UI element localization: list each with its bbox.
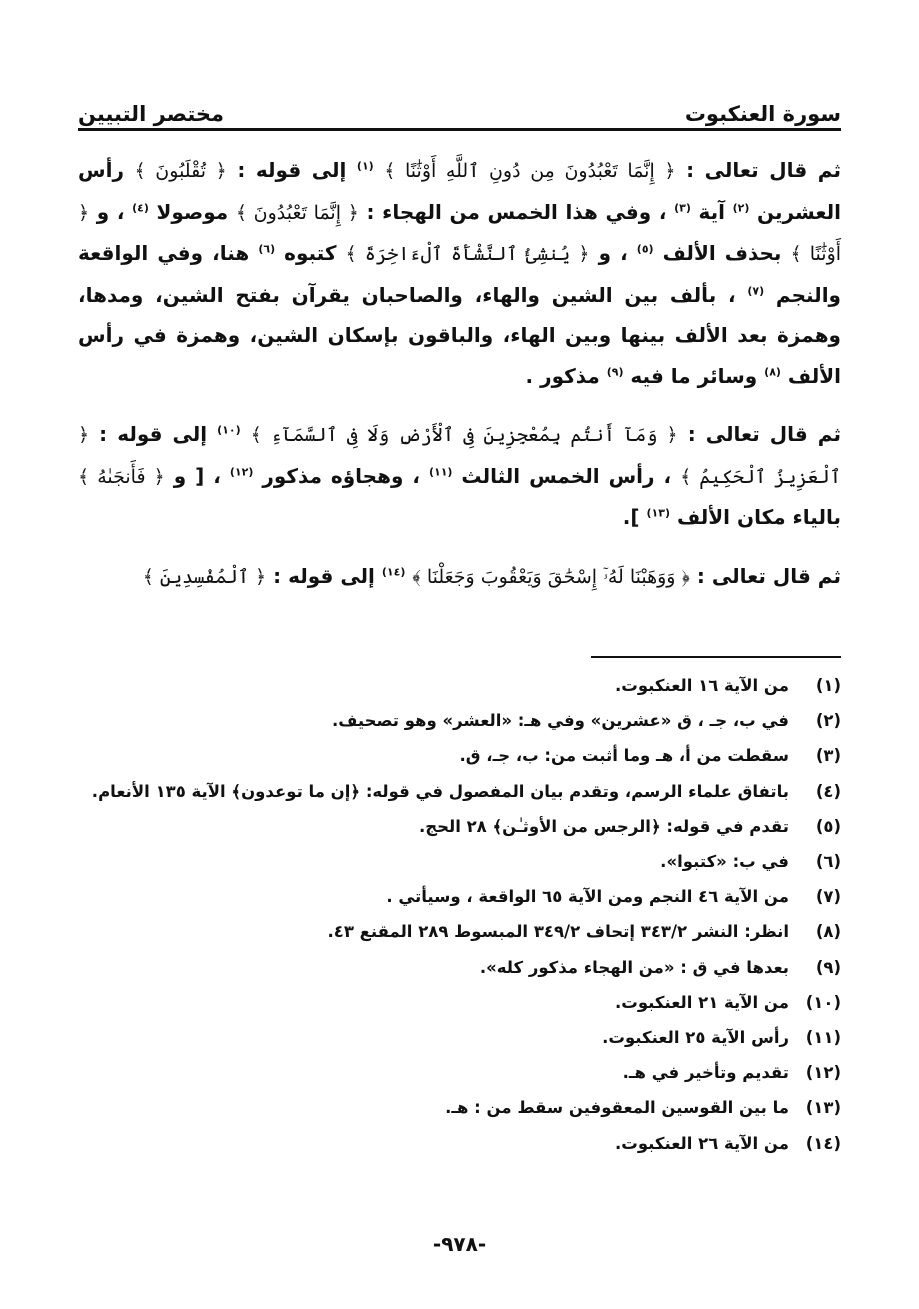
footnote-text: في ب: «كتبوا». bbox=[660, 852, 789, 872]
footnote-number: (٤) bbox=[815, 781, 841, 801]
text-run: آية bbox=[690, 199, 725, 224]
footnote-number: (٣) bbox=[815, 746, 841, 766]
footnote-number: (٢) bbox=[815, 711, 841, 731]
footnote-text: من الآية ٢١ العنكبوت. bbox=[614, 992, 789, 1012]
quran-verse: ﴿ إِنَّمَا تَعْبُدُونَ ﴾ bbox=[235, 201, 359, 224]
text-run: ، وفي هذا الخمس من الهجاء : bbox=[358, 199, 667, 224]
quran-verse: ﴿ وَمَآ أَنتُم بِمُعْجِزِينَ فِى ٱلْأَرْضِ وَلَا فِى ٱلسَّمَآءِ ﴾ bbox=[250, 424, 678, 446]
text-run: ثم قال تعالى : bbox=[689, 563, 841, 588]
footnotes bbox=[91, 668, 841, 1161]
quran-verse: ﴿ ٱلْمُفْسِدِينَ ﴾ bbox=[142, 565, 267, 588]
footnote-ref: (٦) bbox=[258, 242, 276, 256]
footnote bbox=[91, 774, 841, 809]
footnote-number: (١٠) bbox=[805, 992, 841, 1012]
footnote-ref: (١١) bbox=[428, 464, 453, 478]
footnote bbox=[150, 738, 841, 773]
text-run: رأس العشرين bbox=[78, 158, 842, 224]
text-run: إلى قوله : bbox=[226, 158, 347, 182]
footnote-number: (١١) bbox=[805, 1028, 841, 1048]
quran-verse: ﴿ فَأَنجَىٰهُ ﴾ bbox=[78, 465, 165, 488]
footnote bbox=[150, 950, 841, 985]
footnote bbox=[150, 879, 841, 914]
text-run: بحذف الألف bbox=[653, 241, 782, 265]
text-run: إلى قوله : bbox=[89, 422, 208, 446]
text-run: وسائر ما فيه bbox=[623, 363, 758, 388]
quran-verse: ﴿ تُقْلَبُونَ ﴾ bbox=[134, 160, 227, 182]
surah-title: سورة العنكبوت bbox=[684, 102, 841, 126]
footnote-number: (٧) bbox=[815, 887, 841, 907]
text-run: ، و bbox=[96, 199, 125, 224]
text-run: ، بألف بين الشين والهاء، والصاحبان يقرآن بفتح الشين، ومدها، وهمزة بعد الألف بينها وبين الهاء، والباقون بإسكان الشين، وهمزة في رأس الألف bbox=[78, 282, 841, 388]
footnote-number: (٨) bbox=[815, 922, 841, 942]
footnote-text: من الآية ١٦ العنكبوت. bbox=[614, 676, 789, 695]
text-run: ثم قال تعالى : bbox=[677, 422, 841, 446]
running-header bbox=[78, 86, 841, 126]
text-run: كتبوه bbox=[275, 241, 337, 265]
footnote bbox=[150, 1090, 841, 1125]
footnote-text: تقدم في قوله: ﴿الرجس من الأوثـٰن﴾ ٢٨ الحج. bbox=[418, 816, 789, 836]
quran-verse: ﴿ يُنشِئُ ٱلنَّشْأَةَ ٱلْءَاخِرَةَ ﴾ bbox=[345, 243, 590, 265]
text-run: ، و bbox=[598, 241, 628, 265]
footnote bbox=[150, 985, 841, 1020]
footnote-text: انظر: النشر ٣٤٣/٢ إتحاف ٣٤٩/٢ المبسوط ٢٨٩ المقنع ٤٣. bbox=[327, 922, 789, 942]
footnote-ref: (٧) bbox=[747, 283, 765, 297]
footnote bbox=[150, 1126, 841, 1161]
footnote-ref: (٩) bbox=[606, 364, 624, 378]
paragraph-2 bbox=[78, 414, 841, 538]
footnote-text: من الآية ٤٦ النجم ومن الآية ٦٥ الواقعة ، وسيأتي . bbox=[386, 887, 789, 907]
footnote-text: في ب، جـ ، ق «عشرين» وفي هـ: «العشر» وهو تصحيف. bbox=[331, 711, 789, 731]
footnote bbox=[150, 844, 841, 879]
footnote bbox=[150, 914, 841, 949]
footnote-number: (٦) bbox=[815, 852, 841, 872]
quran-verse: ﴿ ٱلْعَزِيزُ ٱلْحَكِيمُ ﴾ bbox=[78, 424, 841, 488]
main-text bbox=[78, 150, 841, 615]
footnote-number: (٩) bbox=[815, 957, 841, 977]
text-run: مذكور . bbox=[525, 363, 600, 388]
text-run: ثم قال تعالى : bbox=[675, 158, 841, 182]
text-run: ، وهجاؤه مذكور bbox=[262, 463, 420, 488]
footnote-ref: (٥) bbox=[636, 242, 654, 256]
footnote-text: باتفاق علماء الرسم، وتقدم بيان المفصول في قوله: ﴿إن ما توعدون﴾ الآية ١٣٥ الأنعام. bbox=[91, 781, 789, 801]
footnote-ref: (٨) bbox=[764, 364, 781, 378]
footnote-number: (٥) bbox=[815, 816, 841, 836]
footnote-number: (١٤) bbox=[805, 1133, 841, 1153]
footnote-text: ما بين القوسين المعقوفين سقط من : هـ. bbox=[445, 1098, 789, 1118]
footnote-ref: (١) bbox=[356, 159, 374, 173]
text-run: بالياء مكان الألف bbox=[670, 505, 841, 529]
footnote bbox=[150, 668, 841, 703]
footnote-text: رأس الآية ٢٥ العنكبوت. bbox=[602, 1028, 789, 1048]
text-run: ، [ و bbox=[173, 463, 221, 488]
footnote-text: من الآية ٢٦ العنكبوت. bbox=[614, 1133, 789, 1153]
quran-verse: ﴿ وَوَهَبْنَا لَهُۥٓ إِسْحَٰقَ وَيَعْقُوبَ وَجَعَلْنَا ﴾ bbox=[412, 565, 690, 588]
footnote-ref: (١٢) bbox=[229, 464, 254, 478]
footnote bbox=[150, 703, 841, 738]
header-rule bbox=[78, 128, 841, 131]
footnote-ref: (٢) bbox=[732, 200, 750, 214]
paragraph-3 bbox=[78, 556, 841, 598]
footnote-ref: (٤) bbox=[132, 200, 149, 214]
footnote-text: بعدها في ق : «من الهجاء مذكور كله». bbox=[479, 957, 789, 977]
footnote-number: (١) bbox=[815, 676, 841, 695]
footnote-text: سقطت من أ، هـ وما أثبت من: ب، جـ، ق. bbox=[459, 746, 789, 766]
quran-verse: ﴿ أَوْثَٰنًا ﴾ bbox=[78, 201, 842, 265]
quran-verse: ﴿ إِنَّمَا تَعْبُدُونَ مِن دُونِ ٱللَّهِ أَوْثَٰنًا ﴾ bbox=[384, 160, 676, 182]
footnote-separator bbox=[591, 656, 841, 658]
footnote bbox=[150, 1020, 841, 1055]
paragraph-1 bbox=[78, 150, 841, 396]
footnote-text: تقديم وتأخير في هـ. bbox=[622, 1063, 789, 1083]
footnote bbox=[150, 1055, 841, 1090]
text-run: هنا، وفي الواقعة والنجم bbox=[78, 241, 841, 307]
text-run: ، رأس الخمس الثالث bbox=[452, 463, 672, 488]
book-title: مختصر التبيين bbox=[78, 102, 225, 126]
footnote-ref: (٣) bbox=[674, 200, 691, 214]
footnote-ref: (١٤) bbox=[381, 564, 406, 578]
footnote-number: (١٢) bbox=[805, 1063, 841, 1083]
page-number: -٩٧٨- bbox=[432, 1232, 487, 1256]
text-run: ]. bbox=[622, 505, 640, 529]
footnote-ref: (١٠) bbox=[217, 423, 241, 437]
footnote-number: (١٣) bbox=[805, 1098, 841, 1118]
footnote bbox=[150, 809, 841, 844]
text-run: إلى قوله : bbox=[266, 563, 375, 588]
text-run: موصولا bbox=[148, 199, 229, 224]
footnote-ref: (١٣) bbox=[646, 506, 670, 520]
